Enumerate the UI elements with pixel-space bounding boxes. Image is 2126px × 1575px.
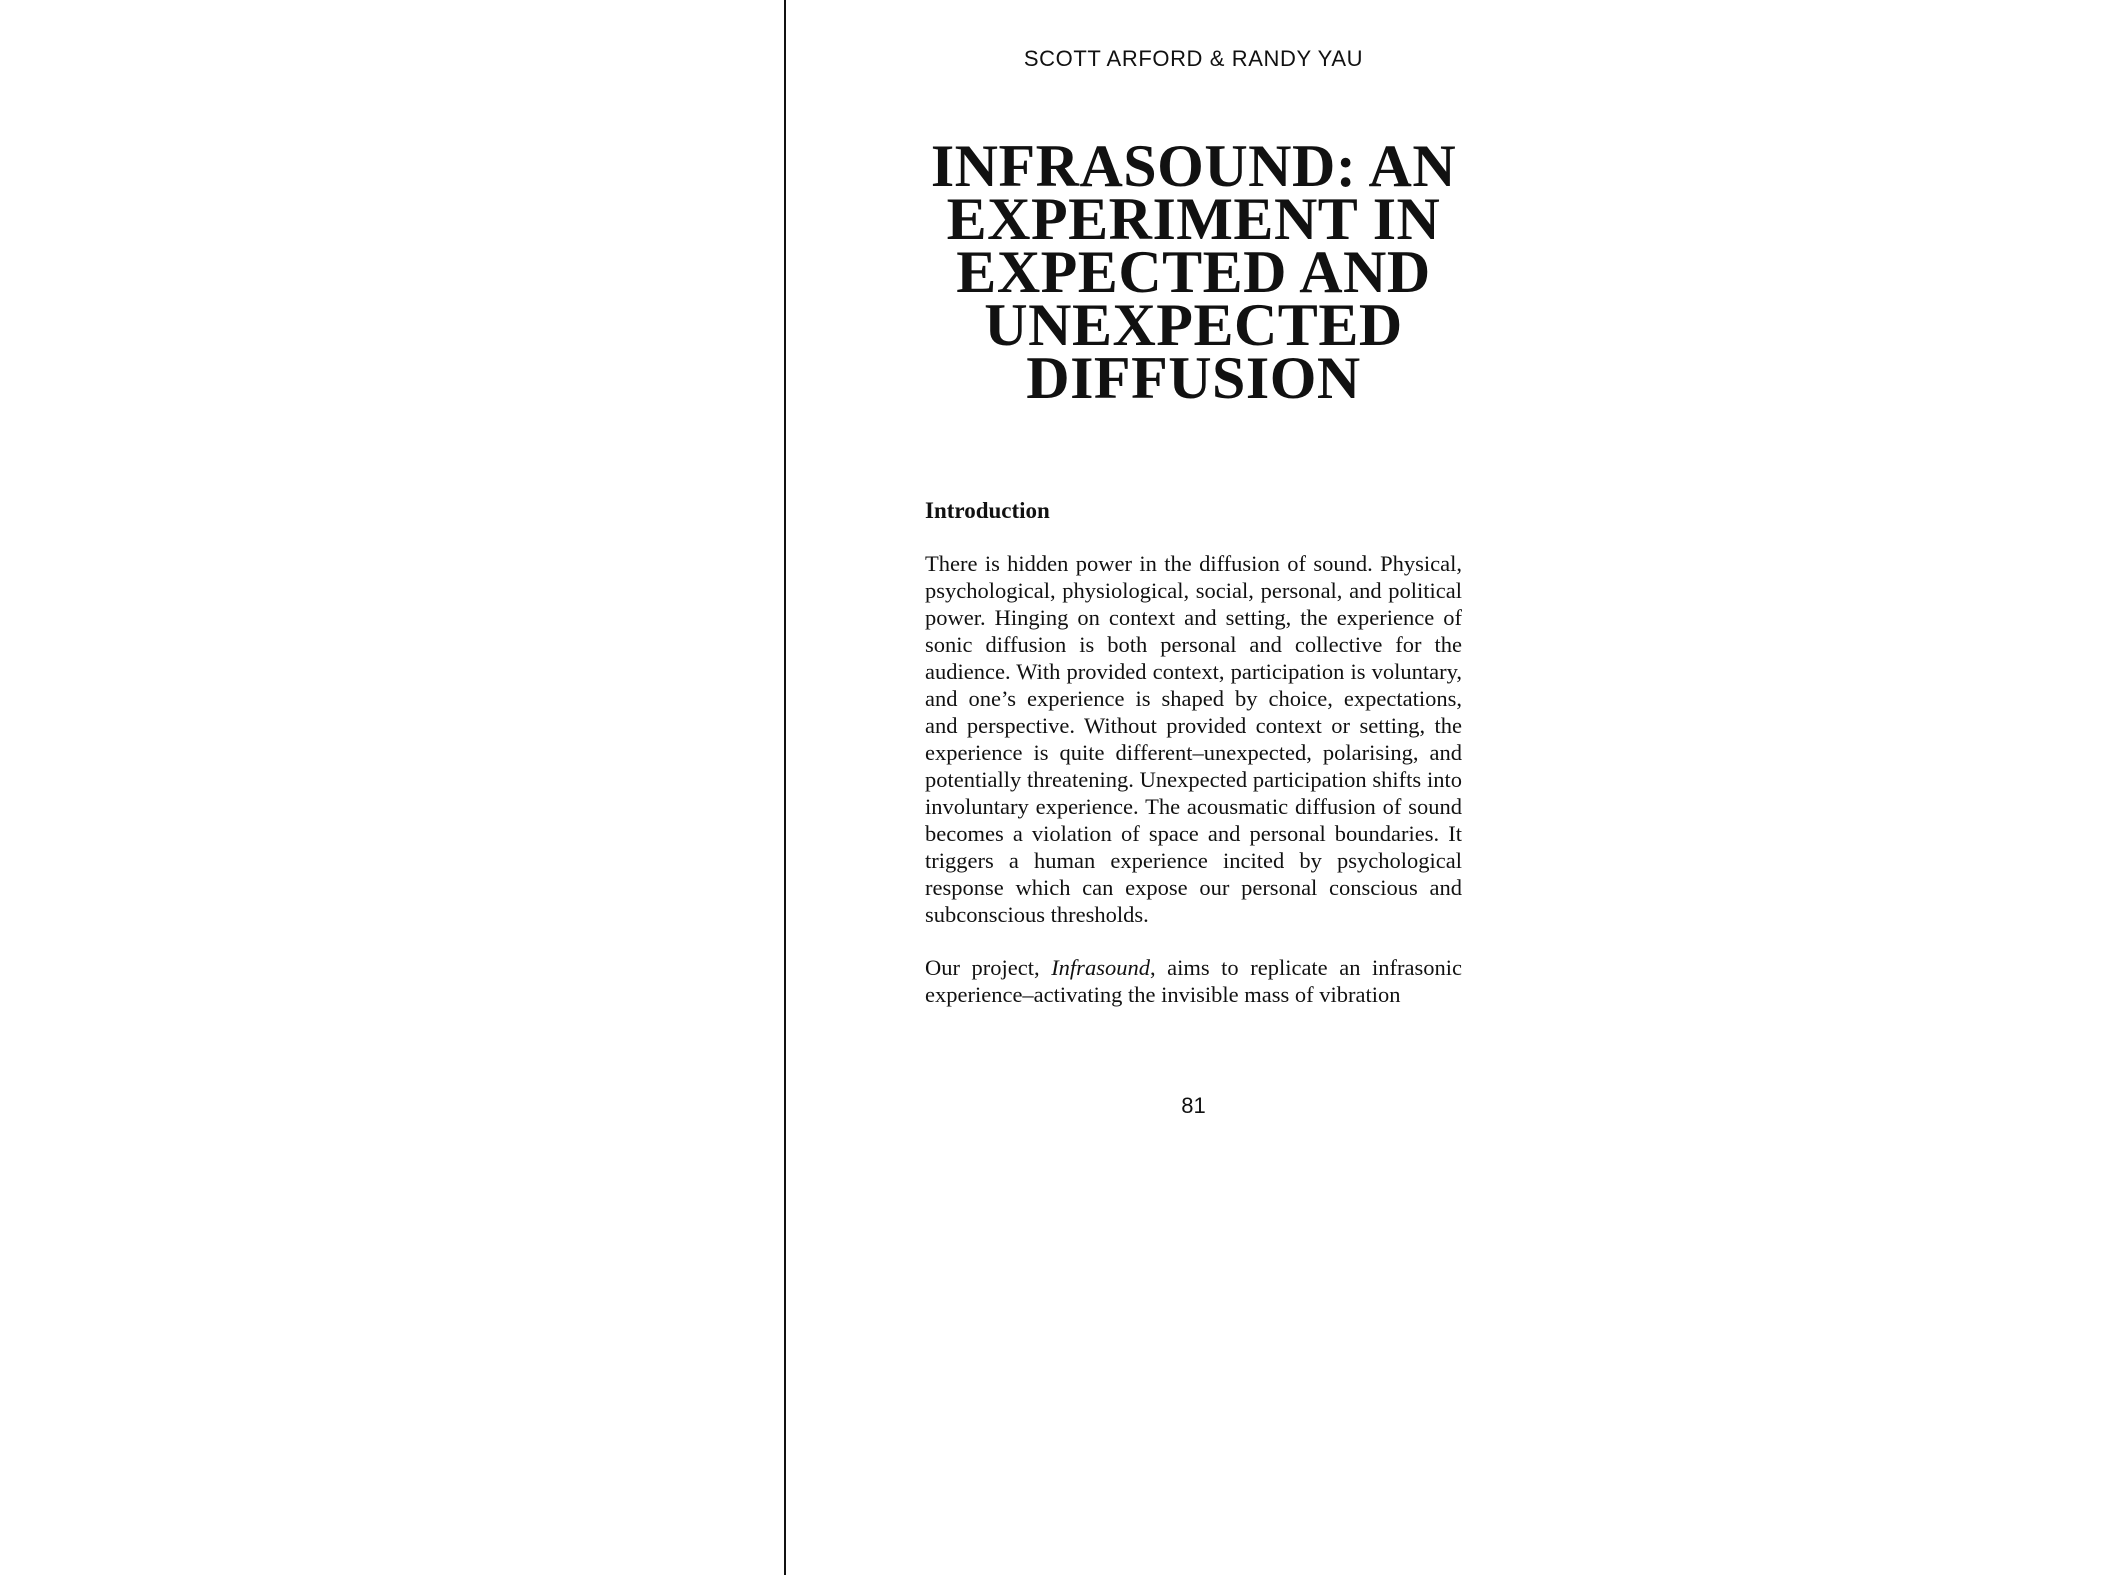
article-title [925, 133, 1462, 411]
body-paragraph-1: There is hidden power in the diffusion of sound. Physical, psychological, physiological, social, personal, and political power. Hinging on context and setting, the experience of sonic diffusion is both personal and collective for the audience. With provided context, participation is voluntary, and one’s experience is shaped by choice, expectations, and perspective. Without provided context or setting, the experience is quite different–unexpected, polarising, and potentially threatening. Unexpected participation shifts into involuntary experience. The acousmatic diffusion of sound becomes a violation of space and personal boundaries. It triggers a human experience incited by psychological response which can expose our personal conscious and subconscious thresholds. [925, 551, 1462, 927]
title-line: DIFFUSION [1026, 345, 1361, 411]
running-header-authors: SCOTT ARFORD & RANDY YAU [1023, 46, 1364, 71]
title-line: UNEXPECTED [984, 292, 1403, 358]
page-left-blank [0, 0, 784, 1575]
text-column [925, 0, 1462, 1575]
page-number: 81 [1181, 1093, 1206, 1118]
title-line: EXPECTED AND [956, 239, 1431, 305]
title-line: EXPERIMENT IN [946, 186, 1441, 252]
section-heading-introduction: Introduction [925, 498, 1050, 523]
title-line: INFRASOUND: AN [930, 133, 1457, 199]
page-right [786, 0, 2126, 1575]
paragraph2-text-after: , aims to replicate an infrasonic experience–activating the invisible mass of vibration [925, 955, 1462, 1007]
paragraph2-text-before: Our project, [925, 955, 1052, 980]
body-paragraph-2 [925, 954, 1462, 1008]
paragraph2-italic-title: Infrasound [1051, 955, 1150, 980]
